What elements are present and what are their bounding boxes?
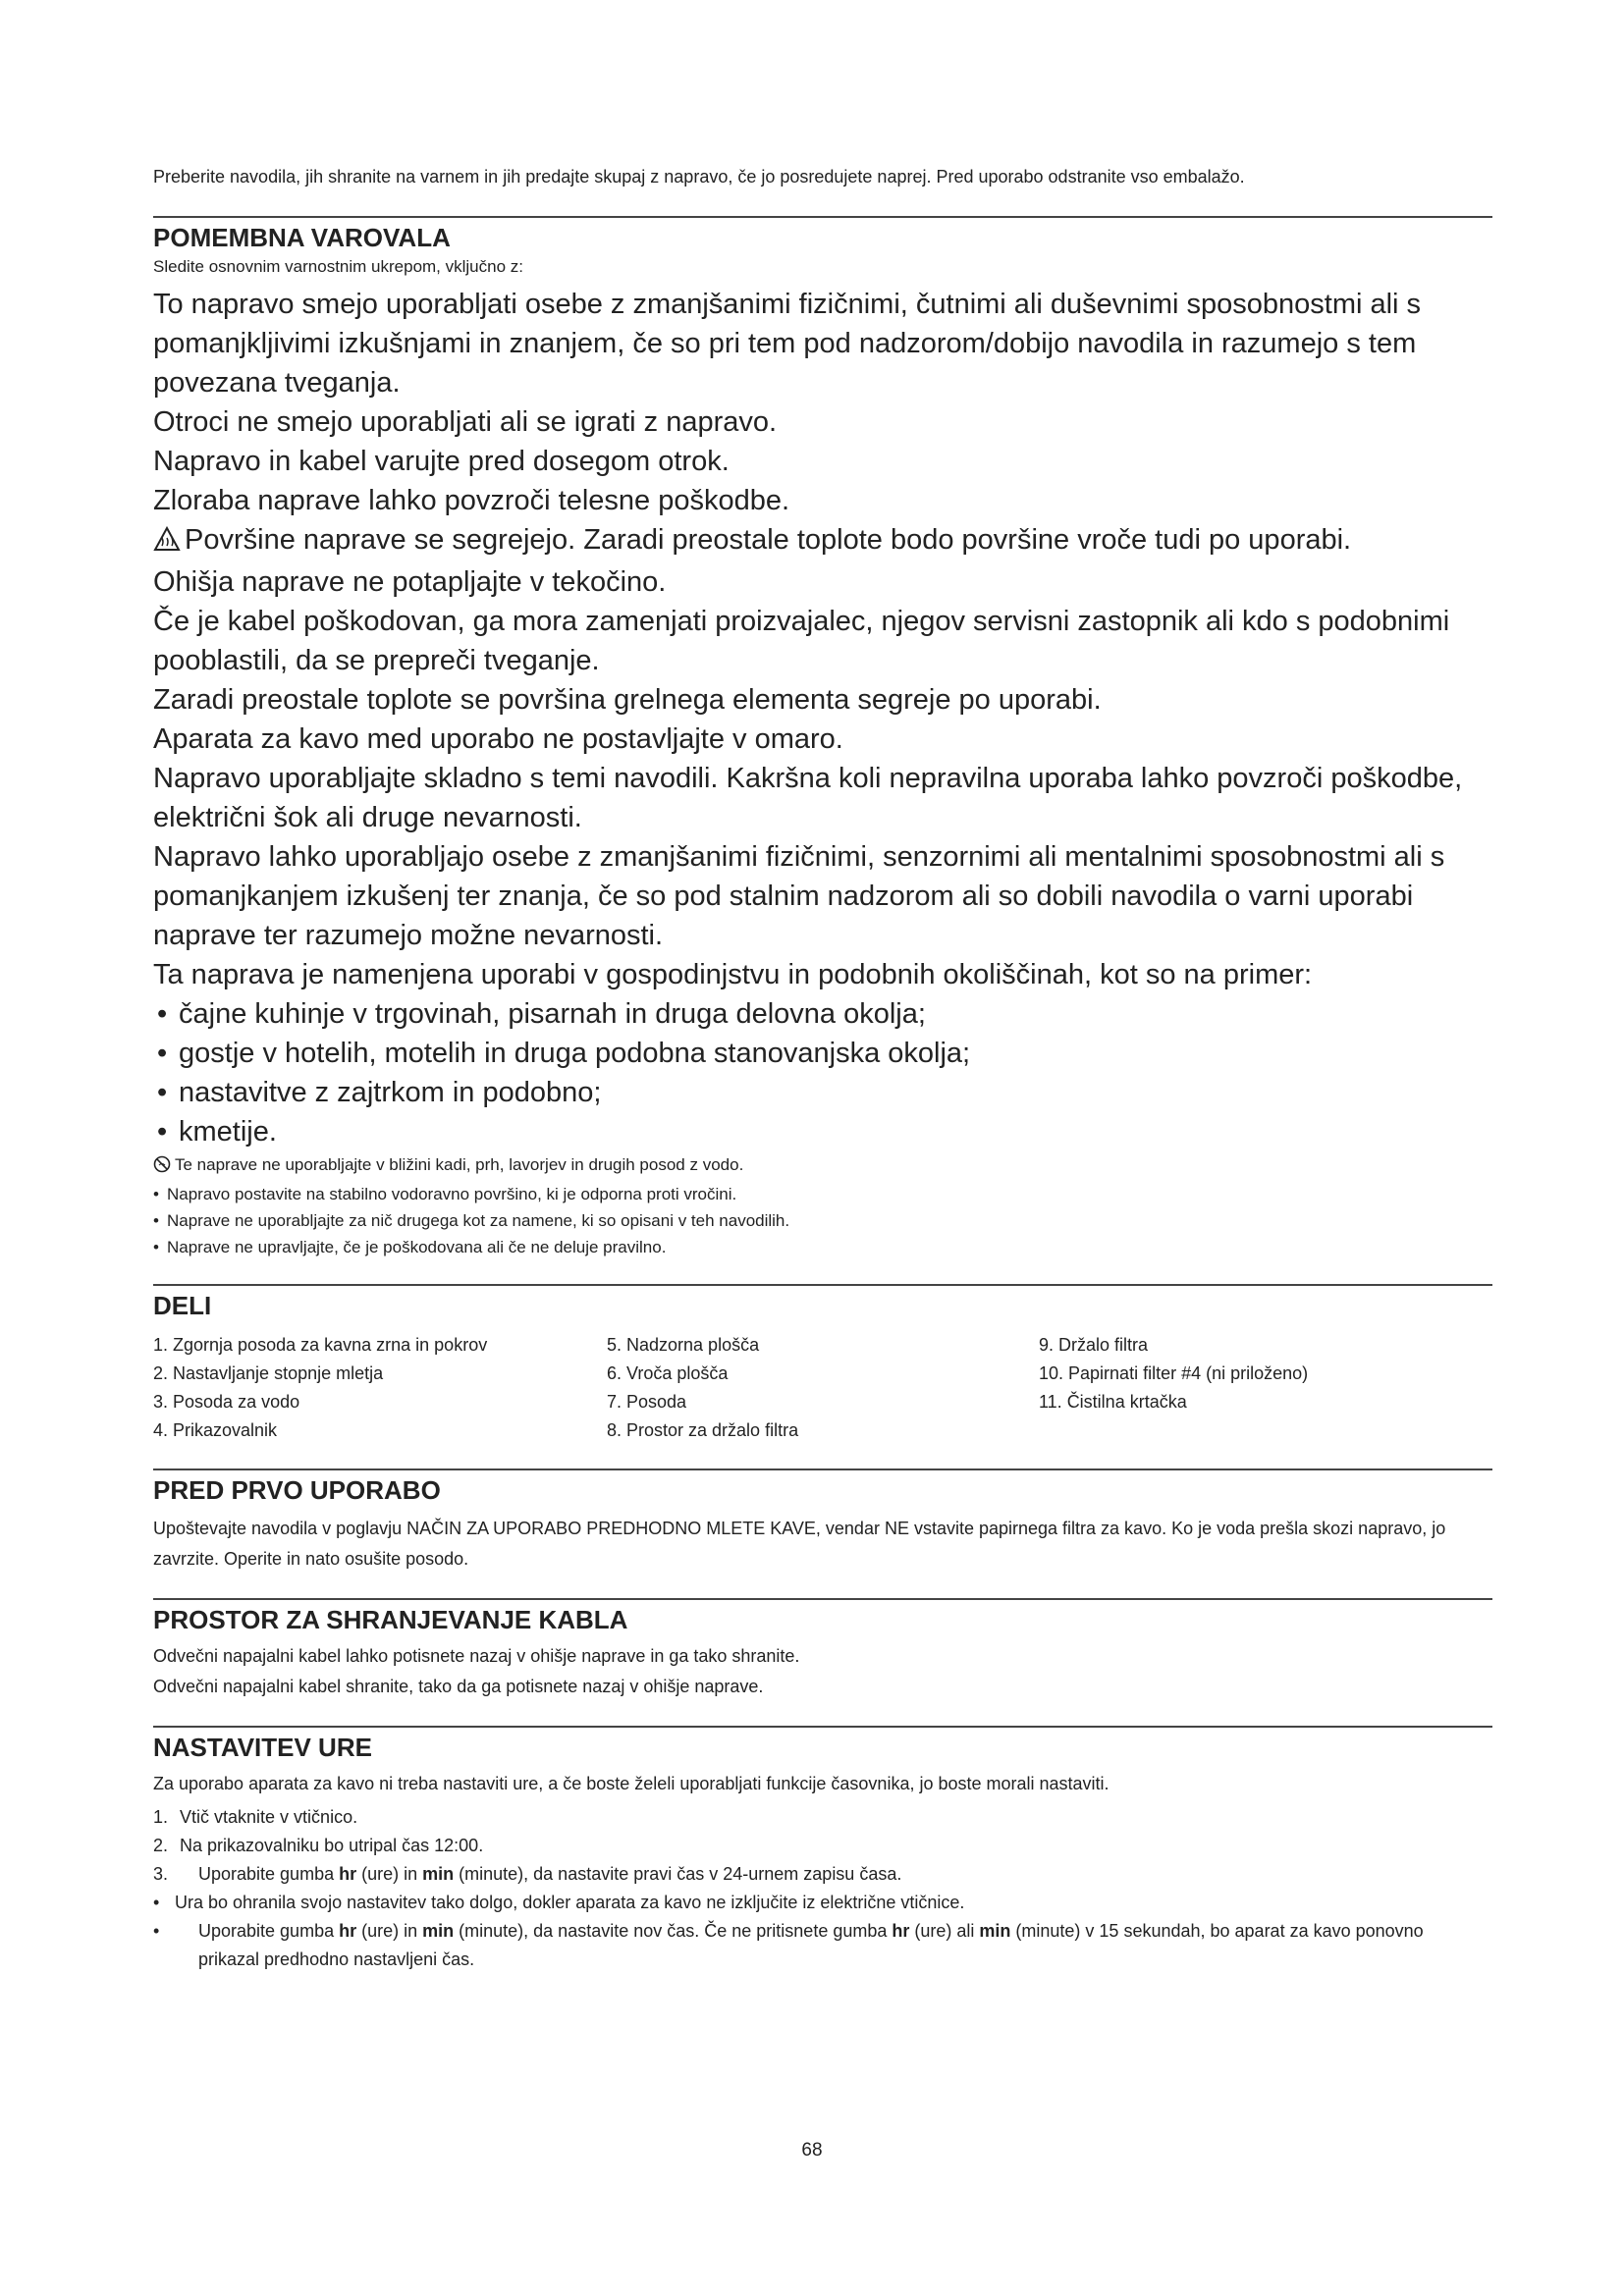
part-item: 10. Papirnati filter #4 (ni priloženo) — [1039, 1363, 1309, 1383]
safety-small-bullet: • Naprave ne uporabljajte za nič drugega kot za namene, ki so opisani v teh navodilih. — [153, 1211, 790, 1230]
part-item: 5. Nadzorna plošča — [607, 1335, 760, 1355]
usage-bullet: • čajne kuhinje v trgovinah, pisarnah in druga delovna okolja; — [157, 998, 926, 1030]
safety-line-text: Površine naprave se segrejejo. Zaradi preostale toplote bodo površine vroče tudi po uporabi. — [185, 524, 1352, 556]
parts-title: DELI — [153, 1284, 1492, 1321]
cord-line: Odvečni napajalni kabel shranite, tako da ga potisnete nazaj v ohišje naprave. — [153, 1677, 764, 1696]
safety-line: Napravo lahko uporabljajo osebe z zmanjšanimi fizičnimi, senzornimi ali mentalnimi sposobnostmi ali s pomanjkanjem izkušenj ter znanja, če so pod stalnim nadzorom ali so dobili navodila o varni uporabi naprave ter razumejo možne nevarnosti. — [153, 841, 1445, 951]
safety-line: Otroci ne smejo uporabljati ali se igrati z napravo. — [153, 406, 778, 438]
safety-small-bullet: • Napravo postavite na stabilno vodoravno površino, ki je odporna proti vročini. — [153, 1185, 737, 1203]
part-item: 3. Posoda za vodo — [153, 1392, 300, 1412]
part-item: 4. Prikazovalnik — [153, 1420, 278, 1440]
parts-section — [153, 1284, 1508, 1445]
clock-intro: Za uporabo aparata za kavo ni treba nastaviti ure, a če boste želeli uporabljati funkcije časovnika, jo boste morali nastaviti. — [153, 1774, 1110, 1793]
part-item: 9. Držalo filtra — [1039, 1335, 1149, 1355]
parts-list — [153, 1331, 1508, 1445]
safety-line: Napravo uporabljajte skladno s temi navodili. Kakršna koli nepravilna uporaba lahko povzroči poškodbe, električni šok ali druge nevarnosti. — [153, 763, 1463, 833]
page-number: 68 — [801, 2140, 823, 2161]
part-item: 1. Zgornja posoda za kavna zrna in pokrov — [153, 1335, 488, 1355]
hot-surface-warning-icon — [153, 523, 181, 562]
part-item: 11. Čistilna krtačka — [1039, 1392, 1187, 1412]
clock-section — [153, 1726, 1508, 1974]
clock-note: • Ura bo ohranila svojo nastavitev tako dolgo, dokler aparata za kavo ne izključite iz električne vtičnice. — [153, 1893, 965, 1912]
clock-step: 2. Na prikazovalniku bo utripal čas 12:00. — [153, 1836, 484, 1855]
safety-line: Zloraba naprave lahko povzroči telesne poškodbe. — [153, 485, 790, 516]
usage-bullet: • gostje v hotelih, motelih in druga podobna stanovanjska okolja; — [157, 1038, 971, 1069]
clock-title: NASTAVITEV URE — [153, 1726, 1492, 1763]
first-use-title: PRED PRVO UPORABO — [153, 1468, 1492, 1506]
part-item: 8. Prostor za držalo filtra — [607, 1420, 799, 1440]
part-item: 7. Posoda — [607, 1392, 687, 1412]
no-water-warning: Te naprave ne uporabljajte v bližini kadi, prh, lavorjev in drugih posod z vodo. — [153, 1151, 1508, 1181]
clock-step: 3. Uporabite gumba hr (ure) in min (minute), da nastavite pravi čas v 24-urnem zapisu časa. — [153, 1864, 902, 1884]
cord-line: Odvečni napajalni kabel lahko potisnete nazaj v ohišje naprave in ga tako shranite. — [153, 1646, 800, 1666]
safety-subtitle: Sledite osnovnim varnostnim ukrepom, vključno z: — [153, 257, 523, 276]
safety-line: Ohišja naprave ne potapljajte v tekočino. — [153, 566, 667, 598]
clock-steps — [153, 1803, 1508, 1974]
intro-text: Preberite navodila, jih shranite na varnem in jih predajte skupaj z napravo, če jo posredujete naprej. Pred uporabo odstranite vso embalažo. — [153, 167, 1245, 187]
part-item: 2. Nastavljanje stopnje mletja — [153, 1363, 384, 1383]
manual-page — [153, 165, 1508, 1974]
clock-step: 1. Vtič vtaknite v vtičnico. — [153, 1807, 358, 1827]
first-use-text: Upoštevajte navodila v poglavju NAČIN ZA UPORABO PREDHODNO MLETE KAVE, vendar NE vstavite papirnega filtra za kavo. Ko je voda prešla skozi napravo, jo zavrzite. Operite in nato osušite posodo. — [153, 1519, 1446, 1569]
safety-line: Ta naprava je namenjena uporabi v gospodinjstvu in podobnih okoliščinah, kot so na primer: — [153, 959, 1313, 990]
safety-line: Napravo in kabel varujte pred dosegom otrok. — [153, 446, 730, 477]
cord-title: PROSTOR ZA SHRANJEVANJE KABLA — [153, 1598, 1492, 1635]
first-use-section — [153, 1468, 1508, 1575]
part-item: 6. Vroča plošča — [607, 1363, 729, 1383]
safety-line: To napravo smejo uporabljati osebe z zmanjšanimi fizičnimi, čutnimi ali duševnimi sposobnostmi ali s pomanjkljivimi izkušnjami in znanjem, če so pri tem pod nadzorom/dobijo navodila in razumejo s tem povezana tveganja. — [153, 289, 1422, 399]
usage-bullet: • nastavitve z zajtrkom in podobno; — [157, 1077, 602, 1108]
safety-line: Zaradi preostale toplote se površina grelnega elementa segreje po uporabi. — [153, 684, 1102, 716]
safety-line: Če je kabel poškodovan, ga mora zamenjati proizvajalec, njegov servisni zastopnik ali kdo s podobnimi pooblastili, da se prepreči tveganje. — [153, 606, 1450, 676]
safety-title: POMEMBNA VAROVALA — [153, 216, 1492, 253]
clock-note: • Uporabite gumba hr (ure) in min (minute), da nastavite nov čas. Če ne pritisnete gumba hr (ure) ali min (minute) v 15 sekundah, bo aparat za kavo ponovno prikazal predhodno nastavljeni čas. — [153, 1921, 1424, 1969]
safety-line-hot — [153, 520, 1508, 562]
usage-bullet: • kmetije. — [157, 1116, 277, 1148]
safety-line: Aparata za kavo med uporabo ne postavljajte v omaro. — [153, 723, 843, 755]
prohibition-icon — [153, 1154, 171, 1181]
safety-small-bullet: • Naprave ne upravljajte, če je poškodovana ali če ne deluje pravilno. — [153, 1238, 667, 1256]
cord-section — [153, 1598, 1508, 1702]
